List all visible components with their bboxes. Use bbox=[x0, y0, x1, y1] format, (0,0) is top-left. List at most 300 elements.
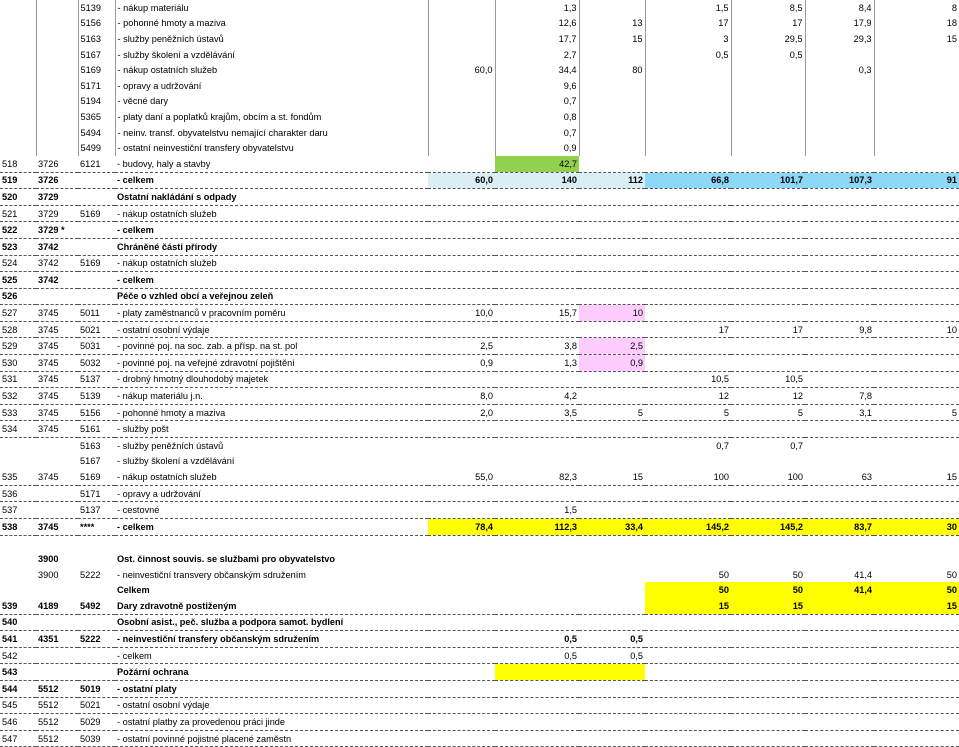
value-cell bbox=[645, 222, 731, 239]
row-number-cell: 545 bbox=[0, 697, 36, 714]
value-cell bbox=[731, 222, 805, 239]
value-cell bbox=[645, 502, 731, 519]
description-cell: - neinv. transf. obyvatelstvu nemající charakter daru bbox=[115, 125, 428, 141]
value-cell: 0,7 bbox=[790, 440, 803, 451]
row-number-cell: 528 bbox=[0, 321, 36, 338]
value-cell bbox=[874, 371, 959, 388]
value-cell bbox=[428, 614, 495, 631]
section-code-cell: 3745 bbox=[36, 388, 78, 405]
row-number-cell: 543 bbox=[0, 664, 36, 681]
item-code-cell: 5156 bbox=[78, 404, 115, 421]
section-code-cell: 4351 bbox=[36, 631, 78, 648]
value-cell bbox=[874, 697, 959, 714]
value-cell: 50 bbox=[645, 582, 731, 598]
value-cell: 7,8 bbox=[805, 388, 874, 405]
value-cell bbox=[805, 305, 874, 322]
value-cell bbox=[495, 598, 579, 614]
value-cell: 0,7 bbox=[716, 440, 729, 451]
value-cell bbox=[874, 140, 959, 156]
value-cell bbox=[645, 94, 731, 110]
value-cell bbox=[579, 238, 645, 255]
row-number-cell: 538 bbox=[0, 519, 36, 536]
description-cell: Osobní asist., peč. služba a podpora samot. bydlení bbox=[115, 614, 428, 631]
value-cell bbox=[495, 272, 579, 289]
value-cell bbox=[805, 714, 874, 731]
table-row bbox=[0, 78, 959, 94]
table-row bbox=[0, 730, 959, 747]
item-code-cell bbox=[78, 238, 115, 255]
value-cell bbox=[805, 222, 874, 239]
value-cell bbox=[495, 189, 579, 206]
value-cell bbox=[874, 631, 959, 648]
value-cell bbox=[874, 62, 959, 78]
value-cell bbox=[645, 697, 731, 714]
value-cell bbox=[428, 438, 495, 454]
value-cell: 3,8 bbox=[495, 338, 579, 355]
value-cell bbox=[874, 78, 959, 94]
value-cell bbox=[428, 454, 495, 470]
value-cell bbox=[731, 255, 805, 272]
value-cell bbox=[579, 388, 645, 405]
value-cell bbox=[874, 438, 959, 454]
description-cell: Péče o vzhled obcí a veřejnou zeleň bbox=[115, 288, 428, 305]
table-row bbox=[0, 94, 959, 110]
value-cell: 60,0 bbox=[428, 172, 495, 189]
value-cell bbox=[579, 321, 645, 338]
value-cell: 41,4 bbox=[854, 569, 872, 580]
value-cell bbox=[428, 222, 495, 239]
description-cell bbox=[115, 535, 428, 551]
value-cell: 8,5 bbox=[731, 0, 805, 16]
value-cell bbox=[495, 680, 579, 697]
value-cell: 9,6 bbox=[495, 78, 579, 94]
section-code-cell bbox=[36, 664, 78, 681]
value-cell: 50 bbox=[792, 569, 803, 580]
description-cell: - celkem bbox=[115, 222, 428, 239]
table-row bbox=[0, 189, 959, 206]
section-code-cell bbox=[36, 502, 78, 519]
description-cell: - opravy a udržování bbox=[115, 485, 428, 502]
description-cell: - neinvestiční transvery občanským sdružením bbox=[117, 569, 306, 580]
value-cell bbox=[428, 680, 495, 697]
item-code-cell bbox=[78, 288, 115, 305]
item-code-cell: 5032 bbox=[78, 355, 115, 372]
value-cell: 33,4 bbox=[579, 519, 645, 536]
value-cell: 18 bbox=[874, 16, 959, 32]
table-row bbox=[0, 272, 959, 289]
row-number-cell: 524 bbox=[0, 255, 36, 272]
row-number-cell bbox=[0, 47, 36, 63]
section-code-cell bbox=[36, 94, 78, 110]
value-cell: 100 bbox=[645, 469, 731, 485]
value-cell bbox=[805, 255, 874, 272]
value-cell: 80 bbox=[579, 62, 645, 78]
value-cell: 112,3 bbox=[495, 519, 579, 536]
value-cell bbox=[805, 47, 874, 63]
value-cell bbox=[645, 125, 731, 141]
table-row bbox=[0, 421, 959, 438]
value-cell bbox=[805, 551, 874, 567]
item-code-cell: 5163 bbox=[80, 440, 101, 451]
value-cell: 41,4 bbox=[805, 582, 874, 598]
table-row bbox=[0, 140, 959, 156]
value-cell: 0,9 bbox=[495, 140, 579, 156]
item-code-cell bbox=[78, 222, 115, 239]
row-number-cell bbox=[0, 62, 36, 78]
item-code-cell: 5171 bbox=[78, 485, 115, 502]
value-cell bbox=[874, 189, 959, 206]
row-number-cell bbox=[0, 109, 36, 125]
description-cell: - nákup ostatních služeb bbox=[115, 205, 428, 222]
value-cell: 2,5 bbox=[428, 338, 495, 355]
value-cell bbox=[874, 502, 959, 519]
value-cell bbox=[495, 454, 579, 470]
value-cell bbox=[428, 647, 495, 664]
value-cell bbox=[428, 714, 495, 731]
value-cell bbox=[874, 647, 959, 664]
section-code-cell: 4189 bbox=[36, 598, 78, 614]
value-cell bbox=[428, 238, 495, 255]
value-cell bbox=[874, 730, 959, 747]
description-cell: Požární ochrana bbox=[115, 664, 428, 681]
table-row bbox=[0, 469, 959, 485]
value-cell bbox=[874, 238, 959, 255]
value-cell: 42,7 bbox=[495, 156, 579, 172]
value-cell bbox=[428, 551, 495, 567]
value-cell: 0,9 bbox=[428, 355, 495, 372]
value-cell: 3,5 bbox=[495, 404, 579, 421]
value-cell bbox=[645, 140, 731, 156]
row-number-cell: 522 bbox=[0, 222, 36, 239]
value-cell bbox=[874, 47, 959, 63]
value-cell: 145,2 bbox=[731, 519, 805, 536]
description-cell: Ostatní nakládání s odpady bbox=[115, 189, 428, 206]
value-cell: 50 bbox=[874, 582, 959, 598]
value-cell: 112 bbox=[579, 172, 645, 189]
item-code-cell: 5194 bbox=[78, 94, 115, 110]
description-cell: - celkem bbox=[115, 172, 428, 189]
item-code-cell: 5169 bbox=[78, 255, 115, 272]
value-cell: 1,5 bbox=[495, 502, 579, 519]
description-cell: Celkem bbox=[117, 585, 150, 596]
table-row bbox=[0, 614, 959, 631]
section-code-cell: 3742 bbox=[36, 238, 78, 255]
value-cell: 50 bbox=[731, 582, 805, 598]
value-cell bbox=[805, 338, 874, 355]
value-cell: 0,7 bbox=[495, 94, 579, 110]
value-cell: 8,0 bbox=[428, 388, 495, 405]
value-cell bbox=[874, 305, 959, 322]
row-number-cell: 518 bbox=[0, 156, 36, 172]
value-cell bbox=[579, 140, 645, 156]
description-cell: - celkem bbox=[115, 272, 428, 289]
value-cell: 17 bbox=[731, 321, 805, 338]
section-code-cell bbox=[36, 582, 78, 598]
value-cell bbox=[428, 205, 495, 222]
value-cell: 5 bbox=[731, 404, 805, 421]
value-cell: 60,0 bbox=[428, 62, 495, 78]
table-row bbox=[0, 647, 959, 664]
value-cell bbox=[805, 156, 874, 172]
row-number-cell bbox=[0, 0, 36, 16]
value-cell bbox=[579, 454, 645, 470]
section-code-cell bbox=[36, 16, 78, 32]
row-number-cell: 531 bbox=[0, 371, 36, 388]
item-code-cell: 5137 bbox=[78, 371, 115, 388]
value-cell bbox=[731, 664, 805, 681]
table-row bbox=[0, 502, 959, 519]
value-cell bbox=[579, 730, 645, 747]
value-cell bbox=[805, 78, 874, 94]
value-cell bbox=[428, 272, 495, 289]
value-cell: 15 bbox=[579, 31, 645, 47]
value-cell bbox=[731, 714, 805, 731]
item-code-cell: 5171 bbox=[78, 78, 115, 94]
value-cell bbox=[428, 0, 495, 16]
value-cell bbox=[645, 156, 731, 172]
description-cell: Ost. činnost souvis. se službami pro obyvatelstvo bbox=[117, 553, 336, 564]
value-cell: 50 bbox=[718, 569, 729, 580]
value-cell bbox=[874, 94, 959, 110]
section-code-cell bbox=[36, 614, 78, 631]
description-cell: - celkem bbox=[115, 647, 428, 664]
row-number-cell bbox=[0, 567, 36, 583]
value-cell bbox=[428, 47, 495, 63]
value-cell bbox=[579, 125, 645, 141]
row-number-cell bbox=[0, 94, 36, 110]
section-code-cell: 5512 bbox=[36, 730, 78, 747]
value-cell bbox=[428, 78, 495, 94]
value-cell bbox=[731, 156, 805, 172]
table-row bbox=[0, 697, 959, 714]
description-cell: - cestovné bbox=[115, 502, 428, 519]
value-cell bbox=[645, 551, 731, 567]
row-number-cell: 534 bbox=[0, 421, 36, 438]
value-cell bbox=[731, 614, 805, 631]
section-code-cell bbox=[36, 535, 78, 551]
section-code-cell bbox=[36, 454, 78, 470]
value-cell bbox=[645, 338, 731, 355]
section-code-cell: 3729 * bbox=[36, 222, 78, 239]
item-code-cell bbox=[78, 647, 115, 664]
value-cell bbox=[805, 288, 874, 305]
table-row bbox=[0, 0, 959, 16]
value-cell bbox=[579, 94, 645, 110]
value-cell: 15 bbox=[731, 598, 805, 614]
value-cell bbox=[731, 355, 805, 372]
table-row bbox=[0, 519, 959, 536]
section-code-cell bbox=[36, 31, 78, 47]
value-cell bbox=[428, 697, 495, 714]
value-cell bbox=[579, 614, 645, 631]
table-row bbox=[0, 535, 959, 551]
section-code-cell: 3745 bbox=[36, 469, 78, 485]
value-cell: 63 bbox=[805, 469, 874, 485]
item-code-cell: 5365 bbox=[78, 109, 115, 125]
section-code-cell bbox=[36, 140, 78, 156]
row-number-cell bbox=[0, 78, 36, 94]
table-row bbox=[0, 238, 959, 255]
row-number-cell: 546 bbox=[0, 714, 36, 731]
value-cell bbox=[645, 647, 731, 664]
value-cell: 12,6 bbox=[495, 16, 579, 32]
table-row bbox=[0, 288, 959, 305]
item-code-cell: 5156 bbox=[78, 16, 115, 32]
description-cell: - nákup ostatních služeb bbox=[115, 62, 428, 78]
table-row bbox=[0, 31, 959, 47]
value-cell bbox=[495, 567, 579, 583]
value-cell: 8 bbox=[874, 0, 959, 16]
table-row bbox=[0, 62, 959, 78]
value-cell bbox=[731, 305, 805, 322]
item-code-cell: 5494 bbox=[78, 125, 115, 141]
section-code-cell: 3729 bbox=[36, 205, 78, 222]
value-cell bbox=[731, 189, 805, 206]
value-cell: 4,2 bbox=[495, 388, 579, 405]
item-code-cell: 5499 bbox=[78, 140, 115, 156]
value-cell bbox=[428, 189, 495, 206]
value-cell bbox=[805, 94, 874, 110]
value-cell: 55,0 bbox=[428, 469, 495, 485]
table-row bbox=[0, 454, 959, 470]
value-cell: 0,5 bbox=[579, 631, 645, 648]
value-cell bbox=[645, 421, 731, 438]
table-row bbox=[0, 255, 959, 272]
table-row bbox=[0, 714, 959, 731]
value-cell bbox=[579, 255, 645, 272]
value-cell bbox=[645, 355, 731, 372]
value-cell bbox=[428, 421, 495, 438]
value-cell bbox=[428, 631, 495, 648]
value-cell bbox=[805, 140, 874, 156]
value-cell bbox=[805, 697, 874, 714]
table-row bbox=[0, 172, 959, 189]
value-cell bbox=[645, 288, 731, 305]
description-cell: - platy zaměstnanců v pracovním poměru bbox=[115, 305, 428, 322]
value-cell bbox=[731, 551, 805, 567]
row-number-cell: 520 bbox=[0, 189, 36, 206]
value-cell: 140 bbox=[495, 172, 579, 189]
value-cell bbox=[805, 125, 874, 141]
item-code-cell bbox=[78, 664, 115, 681]
row-number-cell bbox=[0, 454, 36, 470]
value-cell: 10 bbox=[579, 305, 645, 322]
description-cell: - ostatní platby za provedenou práci jinde bbox=[115, 714, 428, 731]
row-number-cell bbox=[0, 582, 36, 598]
value-cell bbox=[428, 288, 495, 305]
value-cell bbox=[731, 109, 805, 125]
value-cell bbox=[579, 485, 645, 502]
value-cell bbox=[805, 355, 874, 372]
value-cell bbox=[874, 272, 959, 289]
value-cell bbox=[731, 730, 805, 747]
value-cell bbox=[495, 438, 579, 454]
item-code-cell bbox=[78, 189, 115, 206]
value-cell bbox=[579, 109, 645, 125]
value-cell: 12 bbox=[645, 388, 731, 405]
table-row bbox=[0, 321, 959, 338]
table-row bbox=[0, 355, 959, 372]
row-number-cell: 529 bbox=[0, 338, 36, 355]
description-cell: - věcné dary bbox=[115, 94, 428, 110]
section-code-cell bbox=[36, 288, 78, 305]
value-cell bbox=[428, 567, 495, 583]
value-cell bbox=[874, 355, 959, 372]
value-cell bbox=[428, 485, 495, 502]
value-cell bbox=[579, 714, 645, 731]
value-cell: 0,5 bbox=[731, 47, 805, 63]
item-code-cell: 5169 bbox=[78, 469, 115, 485]
value-cell bbox=[428, 371, 495, 388]
section-code-cell: 3745 bbox=[36, 338, 78, 355]
value-cell bbox=[731, 421, 805, 438]
row-number-cell: 539 bbox=[0, 598, 36, 614]
value-cell bbox=[495, 551, 579, 567]
description-cell: - ostatní neinvestiční transfery obyvatelstvu bbox=[115, 140, 428, 156]
value-cell bbox=[495, 288, 579, 305]
value-cell bbox=[805, 438, 874, 454]
item-code-cell bbox=[78, 551, 115, 567]
table-row bbox=[0, 371, 959, 388]
value-cell bbox=[805, 189, 874, 206]
section-code-cell: 3742 bbox=[36, 255, 78, 272]
description-cell: - ostatní platy bbox=[115, 680, 428, 697]
value-cell: 145,2 bbox=[645, 519, 731, 536]
value-cell bbox=[805, 647, 874, 664]
value-cell bbox=[428, 156, 495, 172]
value-cell bbox=[805, 535, 874, 551]
table-row bbox=[0, 438, 959, 454]
value-cell bbox=[645, 78, 731, 94]
value-cell: 3,1 bbox=[805, 404, 874, 421]
item-code-cell bbox=[78, 535, 115, 551]
table-row bbox=[0, 631, 959, 648]
value-cell bbox=[805, 598, 874, 614]
value-cell bbox=[495, 205, 579, 222]
value-cell bbox=[428, 321, 495, 338]
value-cell bbox=[579, 551, 645, 567]
table-row bbox=[0, 567, 959, 583]
value-cell bbox=[428, 730, 495, 747]
value-cell bbox=[495, 535, 579, 551]
section-code-cell bbox=[36, 62, 78, 78]
value-cell bbox=[874, 551, 959, 567]
value-cell: 29,5 bbox=[731, 31, 805, 47]
value-cell bbox=[579, 438, 645, 454]
item-code-cell: 5021 bbox=[78, 697, 115, 714]
value-cell: 10,0 bbox=[428, 305, 495, 322]
value-cell bbox=[805, 371, 874, 388]
value-cell bbox=[428, 598, 495, 614]
value-cell: 5 bbox=[645, 404, 731, 421]
row-number-cell: 544 bbox=[0, 680, 36, 697]
item-code-cell: 5139 bbox=[78, 0, 115, 16]
description-cell: - povinné poj. na soc. zab. a přísp. na st. pol bbox=[115, 338, 428, 355]
value-cell bbox=[805, 730, 874, 747]
row-number-cell bbox=[0, 438, 36, 454]
value-cell: 78,4 bbox=[428, 519, 495, 536]
value-cell bbox=[428, 94, 495, 110]
description-cell: - platy daní a poplatků krajům, obcím a st. fondům bbox=[115, 109, 428, 125]
value-cell bbox=[805, 421, 874, 438]
description-cell: - neinvestiční transfery občanským sdružením bbox=[115, 631, 428, 648]
description-cell: - nákup materiálu j.n. bbox=[115, 388, 428, 405]
value-cell: 0,5 bbox=[495, 631, 579, 648]
value-cell: 101,7 bbox=[731, 172, 805, 189]
row-number-cell: 523 bbox=[0, 238, 36, 255]
value-cell bbox=[805, 109, 874, 125]
section-code-cell: 3900 bbox=[38, 553, 59, 564]
